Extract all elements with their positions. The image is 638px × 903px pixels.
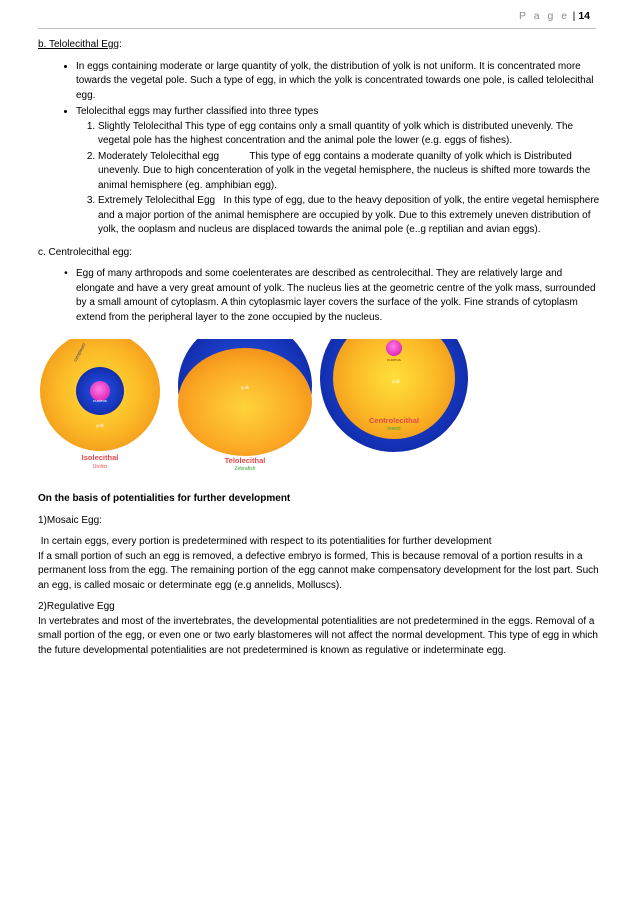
type-extremely-telolecithal: 3. Extremely Telolecithal Egg In this type of egg, due to the heavy deposition of yolk, the entire vegetal hemisphere and a major portion of the animal hemisphere are occupied by yolk. Due to this extremely uneven distribution of yolk, the ooplasm and nucleus are displaced towards the animal pole (e..g reptilian and avian eggs).: [98, 194, 600, 238]
header-rule: [38, 28, 596, 29]
type-moderately-telolecithal: 2. Moderately Telolecithal egg This type of egg contains a moderate quanilty of yolk which is Distributed unevenly. Due to high concenteration of yolk in the vegetal hemisphere, the nucleus is shifted more towards the animal hemisphere (eg. amphibian egg).: [98, 150, 600, 194]
centrolecithal-nucleus-label: nucleus: [387, 357, 401, 362]
mosaic-egg-line-1: In certain eggs, every portion is predetermined with respect to its potentialities for further development: [38, 536, 492, 547]
centrolecithal-example: Insect: [387, 426, 401, 432]
isolecithal-nucleus-label: nucleus: [93, 398, 107, 403]
section-c-title: c. Centrolecithal egg:: [38, 246, 132, 258]
section-b-title: b. Telolecithal Egg:: [38, 39, 122, 50]
mosaic-egg-title: 1)Mosaic Egg:: [38, 514, 102, 526]
section-c-bullets: [38, 267, 600, 325]
centrolecithal-nucleus: [386, 340, 402, 356]
regulative-egg-title: 2)Regulative Egg: [38, 601, 115, 612]
section-c-bullet-1: • Egg of many arthropods and some coelenterates are described as centrolecithal. They are relatively large and elongate and have a very great amount of yolk. The nucleus lies at the geometric centre of the yolk mass, surrounded by a small amount of cytoplasm. A thin cytoplasmic layer covers the surface of the yolk. Fine strands of cytoplasm extend from the peripheral layer to the zone occupied by the nucleus.: [76, 267, 600, 325]
section-b-bullet-1: • In eggs containing moderate or large quantity of yolk, the distribution of yolk is not uniform. It is concentrated more towards the vegetal pole. Such a type of egg, in which the yolk is concentrated towards one pole, is called telolecithal egg.: [76, 60, 600, 104]
egg-types-figure: [38, 339, 600, 484]
type-slightly-telolecithal: 1. Slightly Telolecithal This type of egg contains only a small quantity of yolk which is distributed unevenly. The vegetal pole has the highest concentration and the animal pole the lower (e.g. eggs of fishes).: [98, 120, 600, 149]
isolecithal-title: Isolecithal: [81, 453, 119, 462]
potentialities-heading: On the basis of potentialities for further development: [38, 493, 291, 504]
telolecithal-yolk: [178, 348, 312, 456]
mosaic-egg-text: If a small portion of such an egg is removed, a defective embryo is formed, This is because removal of a portion results in a permanent loss from the egg. The remaining portion of the egg cannot make compensatory development for the lost part. Such an egg, is called mosaic or determinate egg (e.g annelids, Molluscs).: [38, 550, 599, 591]
telolecithal-example: Zebrafish: [234, 466, 256, 472]
section-b-bullets: [38, 60, 603, 238]
telolecithal-types-list: [76, 120, 603, 238]
telolecithal-egg: [178, 339, 312, 472]
isolecithal-yolk-label: yolk: [95, 423, 105, 428]
page-number: 14: [578, 10, 590, 22]
isolecithal-egg: [40, 339, 160, 470]
telolecithal-title: Telolecithal: [224, 456, 266, 465]
centrolecithal-title: Centrolecithal: [368, 416, 420, 425]
centrolecithal-egg: [320, 339, 468, 452]
section-b-bullet-2: [76, 105, 603, 238]
isolecithal-cytoplasm-label: cytoplasm: [72, 342, 87, 363]
egg-types-illustration: [38, 339, 600, 484]
page-header: [519, 10, 590, 22]
isolecithal-example: Urchin: [92, 464, 108, 470]
regulative-egg-text: In vertebrates and most of the invertebrates, the developmental potentialities are not predetermined in the eggs. Removal of a small portion of the egg, or even one or two early blastomeres will not affect the normal development. This type of egg in which the future developmental potentialities are not predetermined is known as regulative or indeterminate egg.: [38, 615, 598, 656]
page-label: P a g e: [518, 10, 570, 22]
section-b-bullet-2-text: Telolecithal eggs may further classified into three types: [76, 106, 319, 117]
centrolecithal-yolk-label: yolk: [391, 379, 401, 384]
page-separator: |: [572, 10, 576, 22]
page-content: [38, 38, 603, 658]
telolecithal-yolk-label: yolk: [240, 385, 250, 390]
